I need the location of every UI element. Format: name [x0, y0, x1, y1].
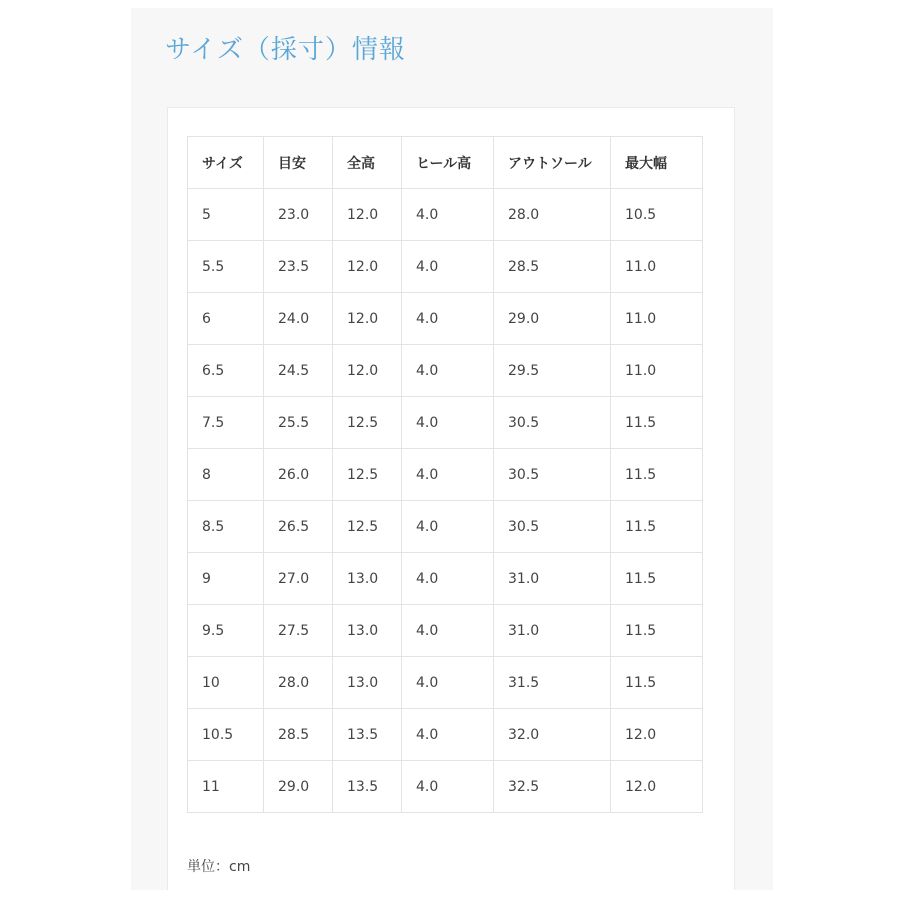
cell-outsole: 31.0 [494, 553, 611, 605]
cell-guide: 23.5 [264, 241, 333, 293]
size-table-card [167, 107, 735, 890]
cell-outsole: 29.0 [494, 293, 611, 345]
cell-size: 6 [188, 293, 264, 345]
cell-guide: 24.0 [264, 293, 333, 345]
cell-guide: 27.5 [264, 605, 333, 657]
cell-heel-height: 4.0 [402, 397, 494, 449]
cell-heel-height: 4.0 [402, 189, 494, 241]
size-info-panel [131, 8, 773, 890]
cell-heel-height: 4.0 [402, 345, 494, 397]
cell-guide: 28.0 [264, 657, 333, 709]
cell-size: 8 [188, 449, 264, 501]
cell-max-width: 11.0 [611, 345, 703, 397]
cell-total-height: 13.0 [333, 657, 402, 709]
cell-guide: 26.5 [264, 501, 333, 553]
cell-total-height: 12.0 [333, 241, 402, 293]
cell-total-height: 12.5 [333, 501, 402, 553]
cell-total-height: 12.5 [333, 397, 402, 449]
cell-heel-height: 4.0 [402, 501, 494, 553]
cell-size: 9.5 [188, 605, 264, 657]
header-heel-height: ヒール高 [402, 137, 494, 189]
cell-outsole: 30.5 [494, 449, 611, 501]
cell-total-height: 12.0 [333, 345, 402, 397]
cell-max-width: 11.0 [611, 293, 703, 345]
cell-outsole: 32.5 [494, 761, 611, 813]
table-row [188, 293, 703, 345]
header-max-width: 最大幅 [611, 137, 703, 189]
cell-size: 5 [188, 189, 264, 241]
table-row [188, 761, 703, 813]
cell-size: 7.5 [188, 397, 264, 449]
cell-outsole: 30.5 [494, 397, 611, 449]
cell-total-height: 12.0 [333, 293, 402, 345]
cell-max-width: 12.0 [611, 709, 703, 761]
cell-size: 8.5 [188, 501, 264, 553]
cell-outsole: 32.0 [494, 709, 611, 761]
header-outsole: アウトソール [494, 137, 611, 189]
cell-size: 9 [188, 553, 264, 605]
cell-outsole: 29.5 [494, 345, 611, 397]
cell-size: 11 [188, 761, 264, 813]
cell-total-height: 12.5 [333, 449, 402, 501]
cell-guide: 26.0 [264, 449, 333, 501]
cell-guide: 23.0 [264, 189, 333, 241]
unit-note: 単位：cm [187, 859, 251, 875]
cell-guide: 29.0 [264, 761, 333, 813]
table-row [188, 501, 703, 553]
cell-heel-height: 4.0 [402, 449, 494, 501]
cell-max-width: 11.5 [611, 449, 703, 501]
cell-guide: 25.5 [264, 397, 333, 449]
cell-size: 10 [188, 657, 264, 709]
table-row [188, 657, 703, 709]
cell-total-height: 13.0 [333, 605, 402, 657]
cell-total-height: 13.0 [333, 553, 402, 605]
table-row [188, 449, 703, 501]
cell-heel-height: 4.0 [402, 553, 494, 605]
cell-max-width: 11.5 [611, 553, 703, 605]
page-title: サイズ（採寸）情報 [165, 35, 406, 65]
cell-max-width: 10.5 [611, 189, 703, 241]
size-table [187, 136, 703, 813]
cell-heel-height: 4.0 [402, 657, 494, 709]
table-row [188, 553, 703, 605]
header-total-height: 全高 [333, 137, 402, 189]
cell-heel-height: 4.0 [402, 709, 494, 761]
table-body [188, 189, 703, 813]
cell-heel-height: 4.0 [402, 293, 494, 345]
cell-outsole: 28.0 [494, 189, 611, 241]
cell-outsole: 31.0 [494, 605, 611, 657]
table-row [188, 345, 703, 397]
cell-heel-height: 4.0 [402, 761, 494, 813]
cell-guide: 28.5 [264, 709, 333, 761]
table-row [188, 709, 703, 761]
cell-outsole: 31.5 [494, 657, 611, 709]
table-row [188, 189, 703, 241]
table-row [188, 241, 703, 293]
cell-guide: 27.0 [264, 553, 333, 605]
table-header-row [188, 137, 703, 189]
header-guide: 目安 [264, 137, 333, 189]
cell-total-height: 13.5 [333, 709, 402, 761]
table-row [188, 605, 703, 657]
cell-outsole: 30.5 [494, 501, 611, 553]
cell-heel-height: 4.0 [402, 605, 494, 657]
cell-size: 6.5 [188, 345, 264, 397]
cell-size: 10.5 [188, 709, 264, 761]
header-size: サイズ [188, 137, 264, 189]
cell-heel-height: 4.0 [402, 241, 494, 293]
cell-total-height: 12.0 [333, 189, 402, 241]
cell-max-width: 11.5 [611, 605, 703, 657]
cell-max-width: 11.5 [611, 501, 703, 553]
cell-size: 5.5 [188, 241, 264, 293]
table-row [188, 397, 703, 449]
cell-max-width: 11.0 [611, 241, 703, 293]
cell-max-width: 11.5 [611, 657, 703, 709]
cell-outsole: 28.5 [494, 241, 611, 293]
cell-total-height: 13.5 [333, 761, 402, 813]
cell-max-width: 11.5 [611, 397, 703, 449]
cell-max-width: 12.0 [611, 761, 703, 813]
cell-guide: 24.5 [264, 345, 333, 397]
